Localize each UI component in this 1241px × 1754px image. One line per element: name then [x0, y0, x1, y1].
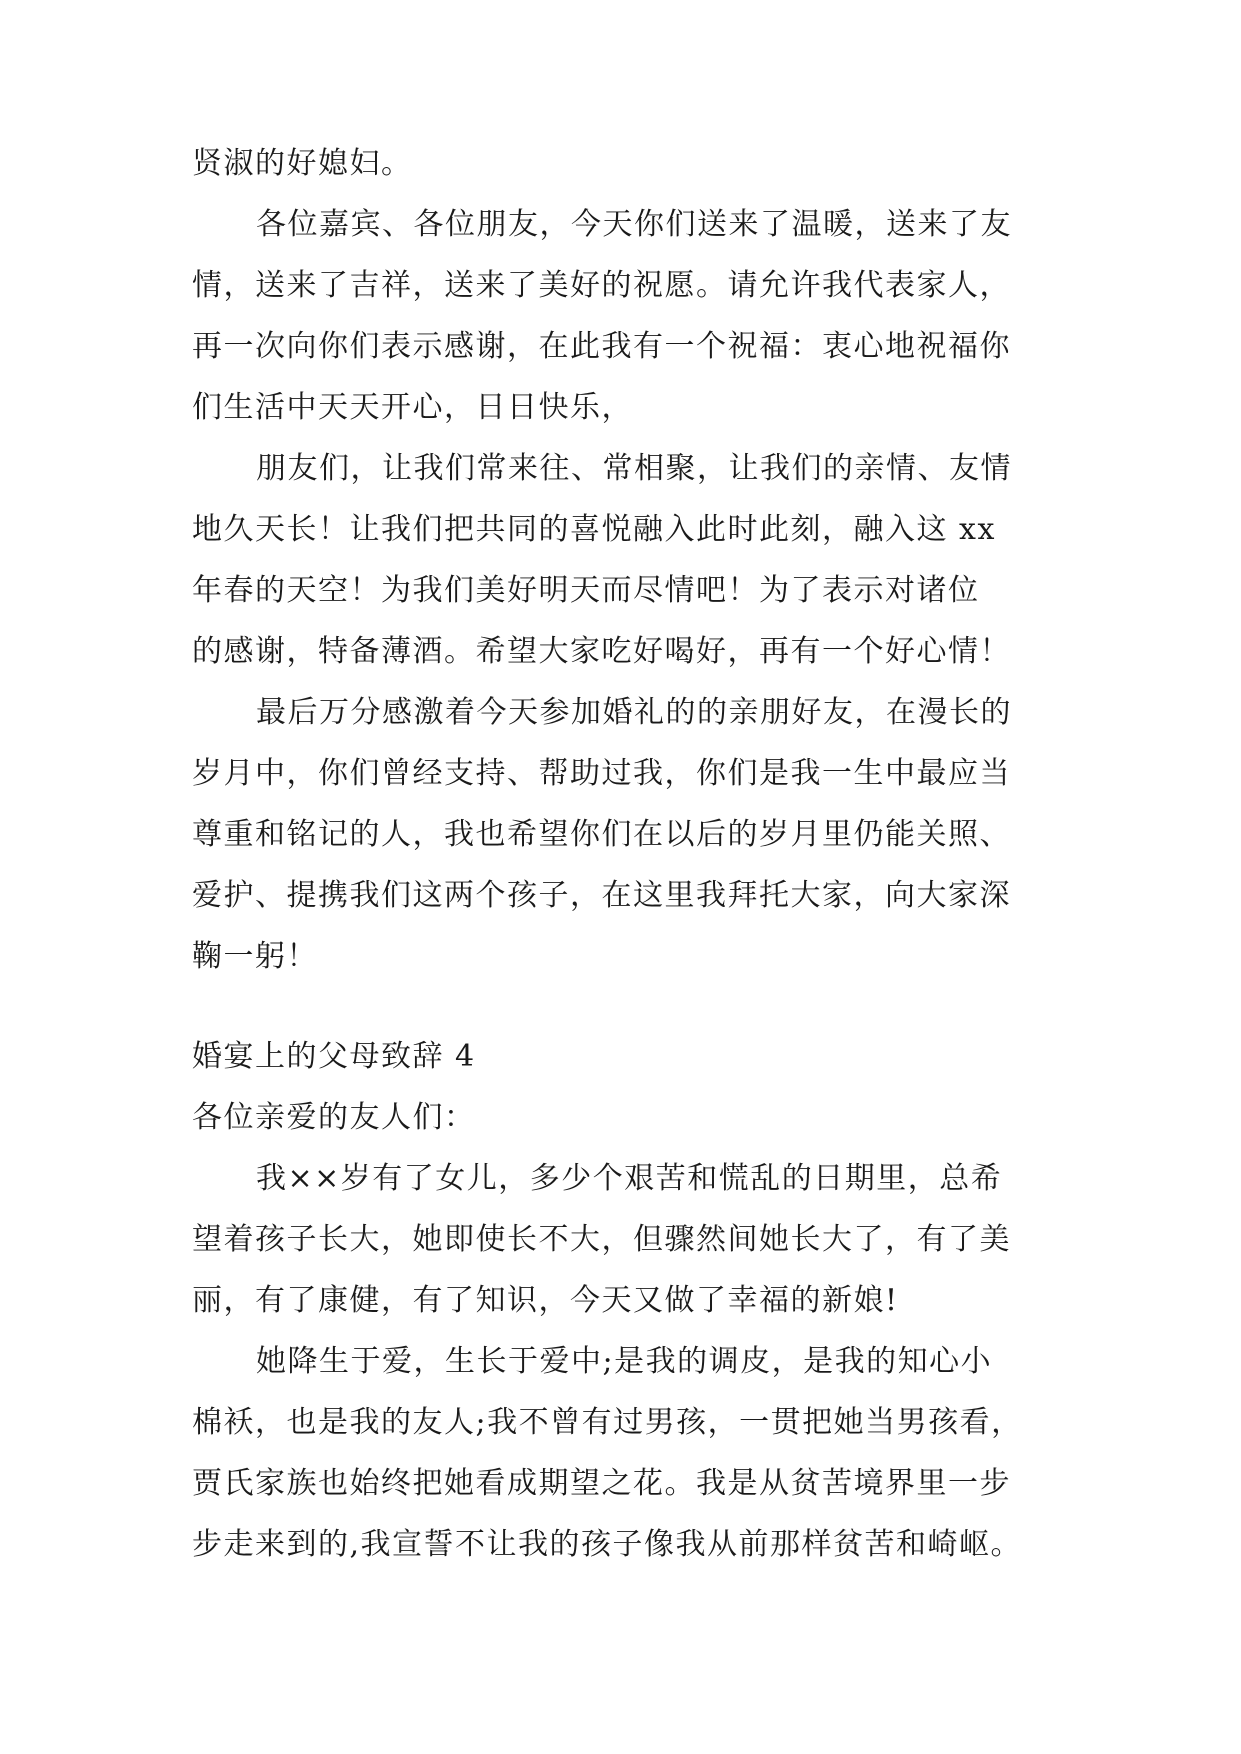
paragraph-line: 贤淑的好媳妇。 [192, 146, 413, 181]
paragraph-line: 我××岁有了女儿，多少个艰苦和慌乱的日期里，总希 [256, 1161, 1003, 1196]
paragraph-line: 各位嘉宾、各位朋友，今天你们送来了温暖，送来了友 [256, 207, 1012, 242]
paragraph-line: 岁月中，你们曾经支持、帮助过我，你们是我一生中最应当 [192, 756, 1011, 791]
paragraph-line: 再一次向你们表示感谢，在此我有一个祝福：衷心地祝福你 [192, 329, 1011, 364]
paragraph-line: 尊重和铭记的人，我也希望你们在以后的岁月里仍能关照、 [192, 817, 1011, 852]
paragraph-line: 爱护、提携我们这两个孩子，在这里我拜托大家，向大家深 [192, 878, 1011, 913]
paragraph-line: 地久天长！让我们把共同的喜悦融入此时此刻，融入这 xx [192, 512, 996, 547]
paragraph-line: 她降生于爱，生长于爱中;是我的调皮，是我的知心小 [256, 1344, 993, 1379]
paragraph-line: 丽，有了康健，有了知识，今天又做了幸福的新娘! [192, 1283, 899, 1318]
paragraph-line: 鞠一躬！ [192, 939, 318, 974]
paragraph-line: 的感谢，特备薄酒。希望大家吃好喝好，再有一个好心情！ [192, 634, 1011, 669]
paragraph-line: 贾氏家族也始终把她看成期望之花。我是从贫苦境界里一步 [192, 1466, 1011, 1501]
paragraph-line: 步走来到的,我宣誓不让我的孩子像我从前那样贫苦和崎岖。 [192, 1527, 1023, 1562]
text-section-a [192, 133, 1052, 987]
paragraph-line: 朋友们，让我们常来往、常相聚，让我们的亲情、友情 [256, 451, 1012, 486]
paragraph-line: 们生活中天天开心，日日快乐， [192, 390, 633, 425]
paragraph-line: 棉袄，也是我的友人;我不曾有过男孩，一贯把她当男孩看， [192, 1405, 1023, 1440]
text-section-b [192, 1026, 1052, 1575]
paragraph-line: 最后万分感激着今天参加婚礼的的亲朋好友，在漫长的 [256, 695, 1012, 730]
paragraph-line: 情，送来了吉祥，送来了美好的祝愿。请允许我代表家人， [192, 268, 1011, 303]
greeting: 各位亲爱的友人们： [192, 1100, 476, 1135]
paragraph-line: 年春的天空！为我们美好明天而尽情吧！为了表示对诸位 [192, 573, 980, 608]
section-title: 婚宴上的父母致辞 4 [192, 1039, 476, 1074]
paragraph-line: 望着孩子长大，她即使长不大，但骤然间她长大了，有了美 [192, 1222, 1011, 1257]
